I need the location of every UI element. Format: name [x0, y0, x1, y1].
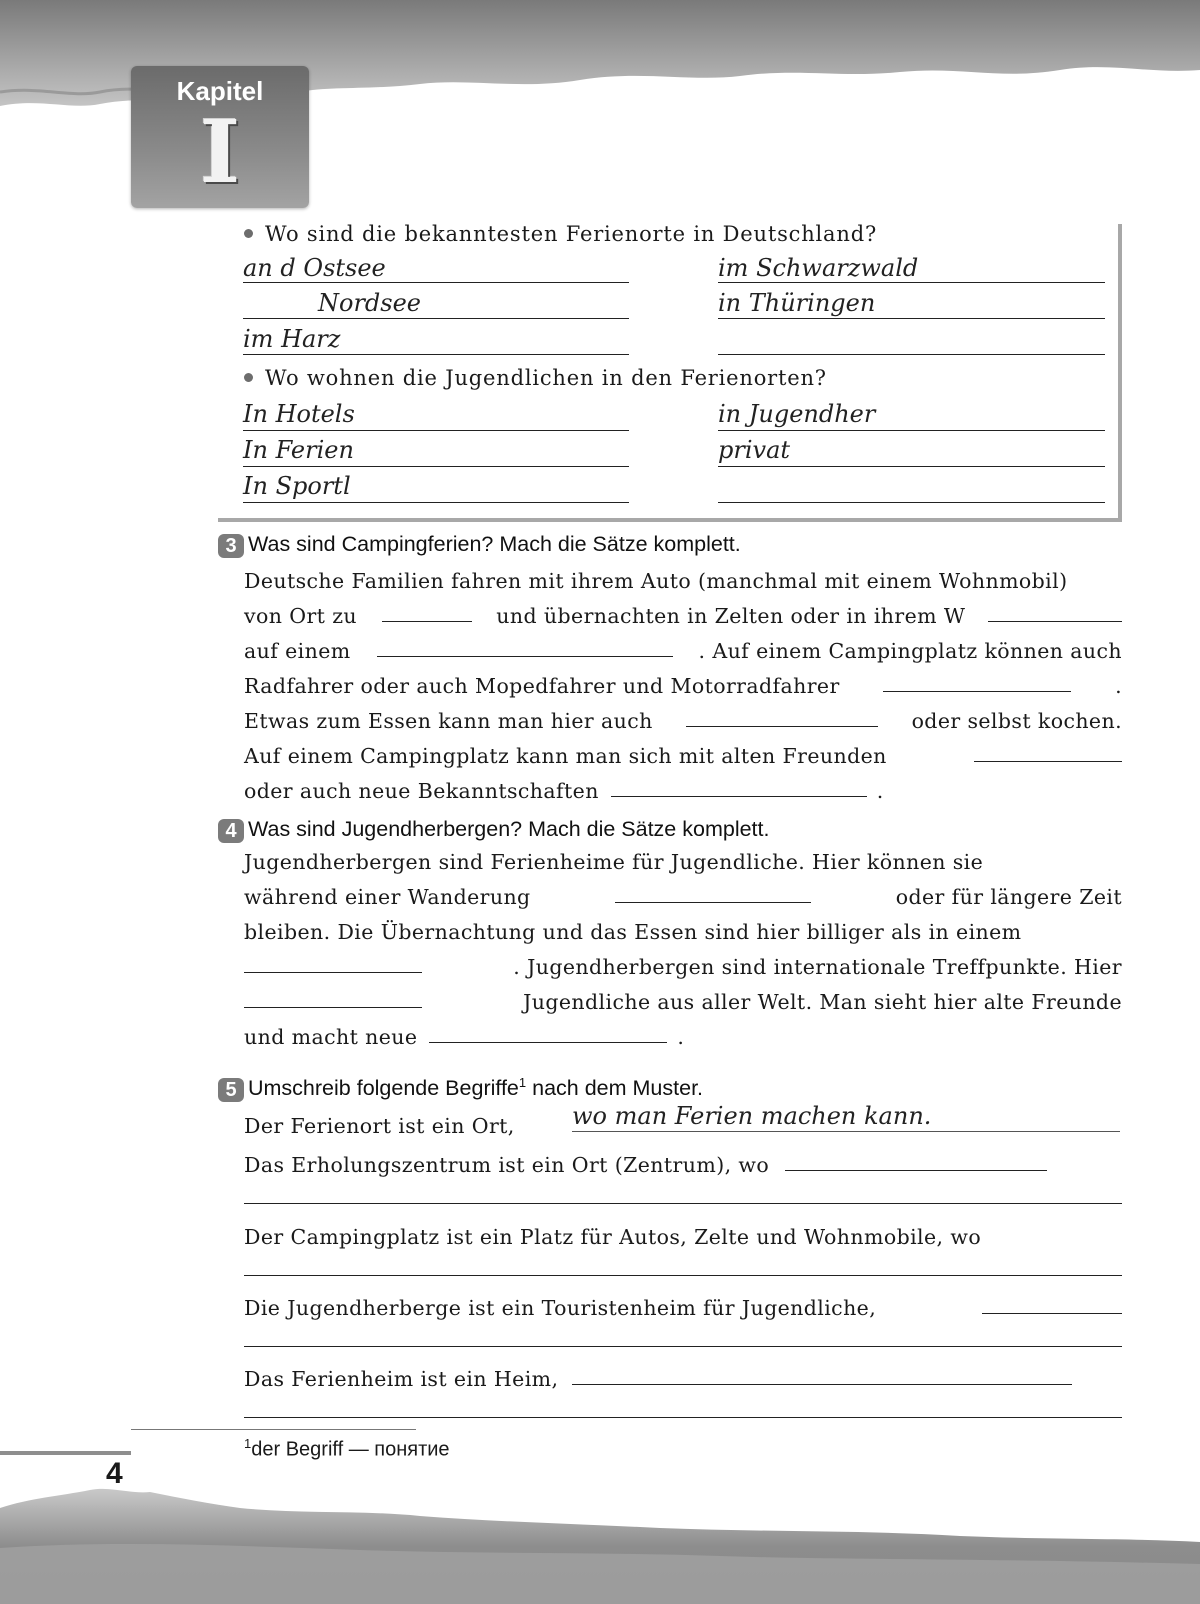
ex5-line-4: Die Jugendherberge ist ein Touristenheim für Jugendliche,: [244, 1290, 1122, 1320]
answer-line: [243, 282, 629, 283]
answer-2-right-2: privat: [718, 436, 791, 464]
answer-1-right-2: in Thüringen: [718, 289, 876, 317]
ex3-line-2: von Ort zu und übernachten in Zelten oder in ihrem W: [244, 598, 1122, 628]
fill-in-blank[interactable]: [988, 620, 1122, 622]
bullet-icon: [244, 229, 253, 238]
answer-1-left-1: an d Ostsee: [243, 254, 386, 282]
fill-in-blank[interactable]: [382, 620, 472, 622]
fill-in-blank[interactable]: [429, 1041, 667, 1043]
answer-2-left-2: In Ferien: [243, 436, 354, 464]
fill-in-blank[interactable]: [244, 971, 422, 973]
question-2: Wo wohnen die Jugendlichen in den Ferienorten?: [244, 366, 827, 390]
exercise-number: 3: [218, 534, 244, 558]
fill-in-blank[interactable]: [982, 1312, 1122, 1314]
ex5-line-3: Der Campingplatz ist ein Platz für Autos, Zelte und Wohnmobile, wo: [244, 1225, 982, 1249]
ex3-line-7: oder auch neue Bekanntschaften .: [244, 779, 884, 803]
ex3-line-3: auf einem . Auf einem Campingplatz können auch: [244, 639, 1122, 663]
ex3-line-6: Auf einem Campingplatz kann man sich mit alten Freunden: [244, 738, 1122, 768]
answer-1-left-3: im Harz: [243, 325, 341, 353]
fill-in-blank[interactable]: [244, 1006, 422, 1008]
ex4-line-3: bleiben. Die Übernachtung und das Essen sind hier billiger als in einem: [244, 920, 1022, 944]
chapter-label: Kapitel: [176, 76, 264, 106]
ex4-line-4: . Jugendherbergen sind internationale Treffpunkte. Hier: [244, 949, 1122, 979]
answer-line: [243, 502, 629, 503]
ex3-line-4: Radfahrer oder auch Mopedfahrer und Motorradfahrer .: [244, 674, 1122, 698]
footnote-rule: [131, 1429, 416, 1430]
ex5-line-2: Das Erholungszentrum ist ein Ort (Zentrum), wo: [244, 1147, 1122, 1177]
fill-in-blank[interactable]: [377, 655, 673, 657]
answer-line: [718, 354, 1105, 355]
exercise-number: 4: [218, 819, 244, 843]
chapter-badge: [131, 66, 309, 208]
fill-in-blank[interactable]: [883, 690, 1071, 692]
answer-line[interactable]: [244, 1417, 1122, 1418]
ex3-line-5: Etwas zum Essen kann man hier auch oder selbst kochen.: [244, 709, 1122, 733]
answer-line[interactable]: [244, 1203, 1122, 1204]
fill-in-blank[interactable]: [686, 725, 878, 727]
ex4-line-2: während einer Wanderung oder für längere Zeit: [244, 885, 1122, 909]
exercise-number: 5: [218, 1078, 244, 1102]
answer-1-right-1: im Schwarzwald: [718, 254, 919, 282]
answer-2-right-1: in Jugendher: [718, 400, 876, 428]
bottom-decorative-band: [0, 1448, 1200, 1604]
answer-line: [243, 430, 629, 431]
exercise-3-heading: 3 Was sind Campingferien? Mach die Sätze komplett.: [218, 532, 741, 558]
answer-line: [718, 502, 1105, 503]
answer-2-left-3: In Sportl: [243, 472, 351, 500]
exercise-5-heading: 5 Umschreib folgende Begriffe$^1$ nach dem Muster.: [218, 1075, 703, 1102]
fill-in-blank[interactable]: [615, 901, 811, 903]
ex4-line-6: und macht neue .: [244, 1025, 685, 1049]
footnote: $^1$der Begriff — понятие: [244, 1436, 450, 1461]
answer-line: [718, 318, 1105, 319]
answer-1-left-2: Nordsee: [318, 289, 422, 317]
answer-line: [243, 318, 629, 319]
answer-line: [243, 354, 629, 355]
fill-in-blank[interactable]: [785, 1169, 1047, 1171]
ex4-line-5: Jugendliche aus aller Welt. Man sieht hier alte Freunde: [244, 984, 1122, 1014]
answer-2-left-1: In Hotels: [243, 400, 355, 428]
answer-line: [243, 466, 629, 467]
fill-in-blank[interactable]: [611, 795, 867, 797]
ex5-line-5: Das Ferienheim ist ein Heim,: [244, 1361, 1122, 1391]
answer-line: [718, 466, 1105, 467]
question-1: Wo sind die bekanntesten Ferienorte in Deutschland?: [244, 222, 877, 246]
fill-in-blank[interactable]: [974, 760, 1122, 762]
bullet-icon: [244, 373, 253, 382]
answer-line[interactable]: [244, 1275, 1122, 1276]
answer-line: [572, 1131, 1120, 1132]
answer-line: [718, 282, 1105, 283]
page-number: 4: [106, 1457, 123, 1490]
fill-in-blank[interactable]: [572, 1383, 1072, 1385]
answer-line: [718, 430, 1105, 431]
exercise-4-heading: 4 Was sind Jugendherbergen? Mach die Sätze komplett.: [218, 817, 769, 843]
ex3-line-1: Deutsche Familien fahren mit ihrem Auto (manchmal mit einem Wohnmobil): [244, 569, 1068, 593]
ex5-line-1: Der Ferienort ist ein Ort,: [244, 1114, 515, 1138]
ex4-line-1: Jugendherbergen sind Ferienheime für Jugendliche. Hier können sie: [244, 850, 984, 874]
ex5-sample-answer: wo man Ferien machen kann.: [572, 1102, 932, 1130]
answer-line[interactable]: [244, 1346, 1122, 1347]
chapter-numeral: I: [199, 102, 241, 203]
